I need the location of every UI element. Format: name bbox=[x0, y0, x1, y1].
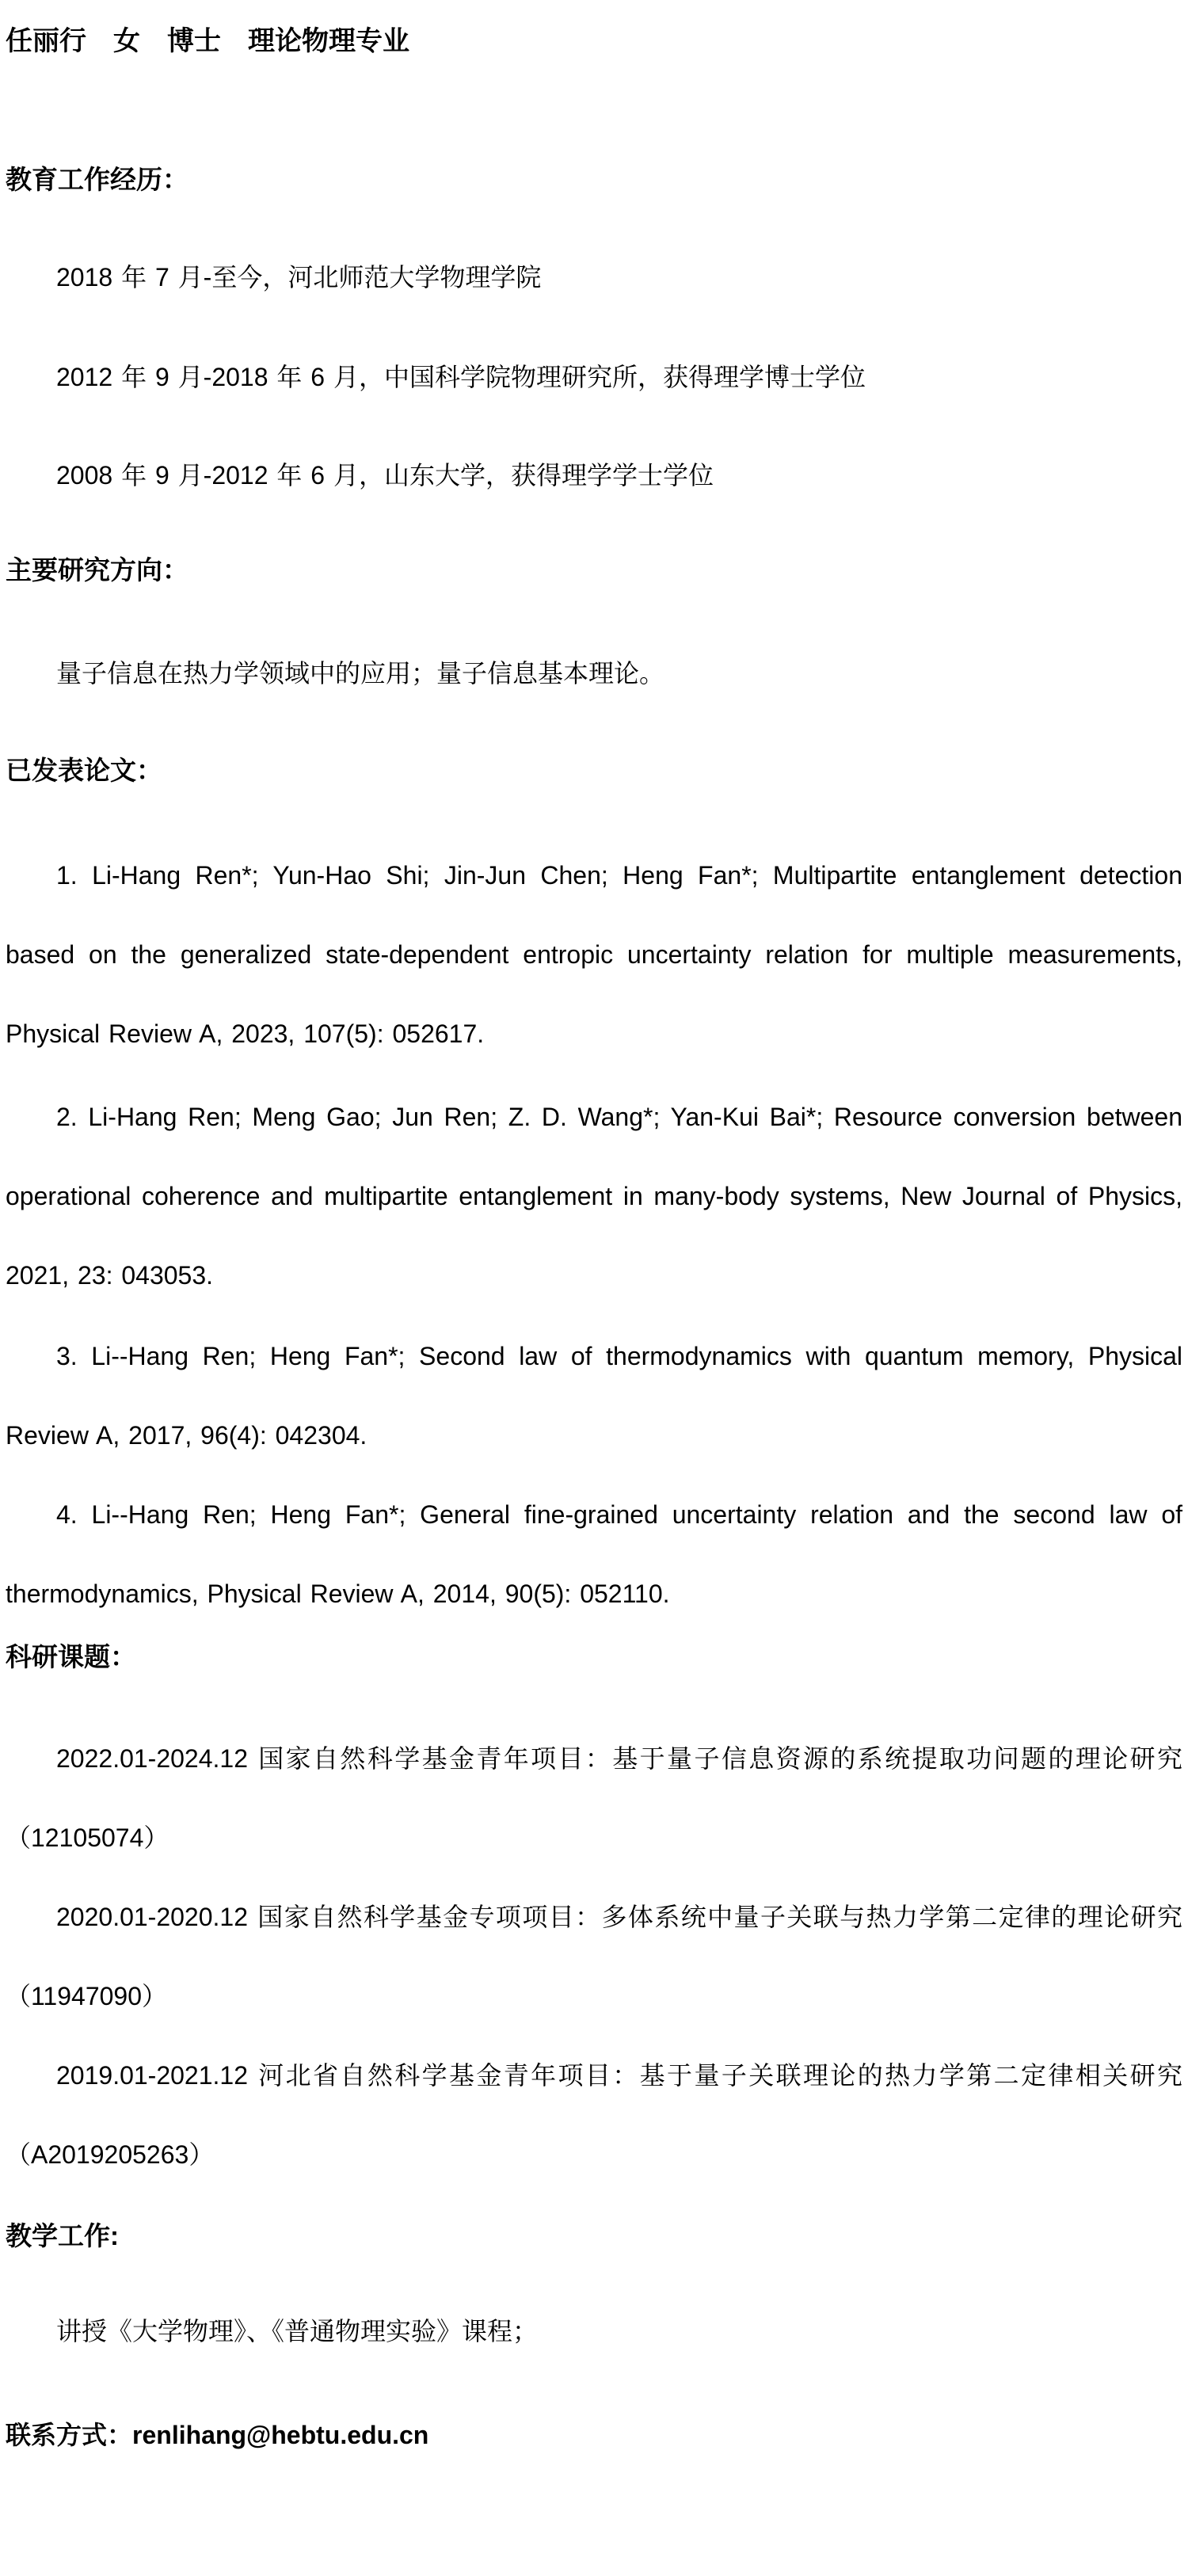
contact-label: 联系方式： bbox=[6, 2421, 133, 2449]
teaching-entry: 讲授《大学物理》、《普通物理实验》课程； bbox=[56, 2317, 539, 2345]
section-heading-publications: 已发表论文： bbox=[6, 756, 162, 785]
education-entry-3: 2008 年 9 月-2012 年 6 月，山东大学，获得理学学士学位 bbox=[56, 461, 714, 490]
project-entry-2: 2020.01-2020.12 国家自然科学基金专项项目：多体系统中量子关联与热力学第二定律的理论研究（11947090） bbox=[6, 1903, 1182, 2010]
publication-entry-3: 3. Li--Hang Ren; Heng Fan*; Second law of thermodynamics with quantum memory, Physical Review A, 2017, 96(4): 042304. bbox=[6, 1342, 1182, 1450]
section-heading-research-directions: 主要研究方向： bbox=[6, 555, 188, 585]
education-entry-1: 2018 年 7 月-至今，河北师范大学物理学院 bbox=[56, 263, 542, 292]
section-heading-teaching: 教学工作: bbox=[6, 2221, 119, 2250]
publication-entry-1: 1. Li-Hang Ren*; Yun-Hao Shi; Jin-Jun Chen; Heng Fan*; Multipartite entanglement detection based on the generalized state-dependent entropic uncertainty relation for multiple measurements, Physical Review A, 2023, 107(5): 052617. bbox=[6, 861, 1182, 1048]
section-heading-research-projects: 科研课题： bbox=[6, 1642, 136, 1671]
research-direction-entry: 量子信息在热力学领域中的应用；量子信息基本理论。 bbox=[56, 659, 665, 688]
doc-title: 任丽行 女 博士 理论物理专业 bbox=[6, 26, 409, 56]
project-entry-1: 2022.01-2024.12 国家自然科学基金青年项目：基于量子信息资源的系统提取功问题的理论研究（12105074） bbox=[6, 1744, 1182, 1852]
contact-line bbox=[6, 2411, 1182, 2459]
publication-entry-4: 4. Li--Hang Ren; Heng Fan*; General fine-grained uncertainty relation and the second law of thermodynamics, Physical Review A, 2014, 90(5): 052110. bbox=[6, 1500, 1182, 1608]
publication-entry-2: 2. Li-Hang Ren; Meng Gao; Jun Ren; Z. D. Wang*; Yan-Kui Bai*; Resource conversion between operational coherence and multipartite entanglement in many-body systems, New Journal of Physics, 2021, 23: 043053. bbox=[6, 1103, 1182, 1290]
section-heading-education: 教育工作经历： bbox=[6, 165, 188, 194]
project-entry-3: 2019.01-2021.12 河北省自然科学基金青年项目：基于量子关联理论的热力学第二定律相关研究（A2019205263） bbox=[6, 2061, 1182, 2169]
education-entry-2: 2012 年 9 月-2018 年 6 月，中国科学院物理研究所，获得理学博士学位 bbox=[56, 363, 866, 391]
contact-email: renlihang@hebtu.edu.cn bbox=[132, 2421, 429, 2449]
